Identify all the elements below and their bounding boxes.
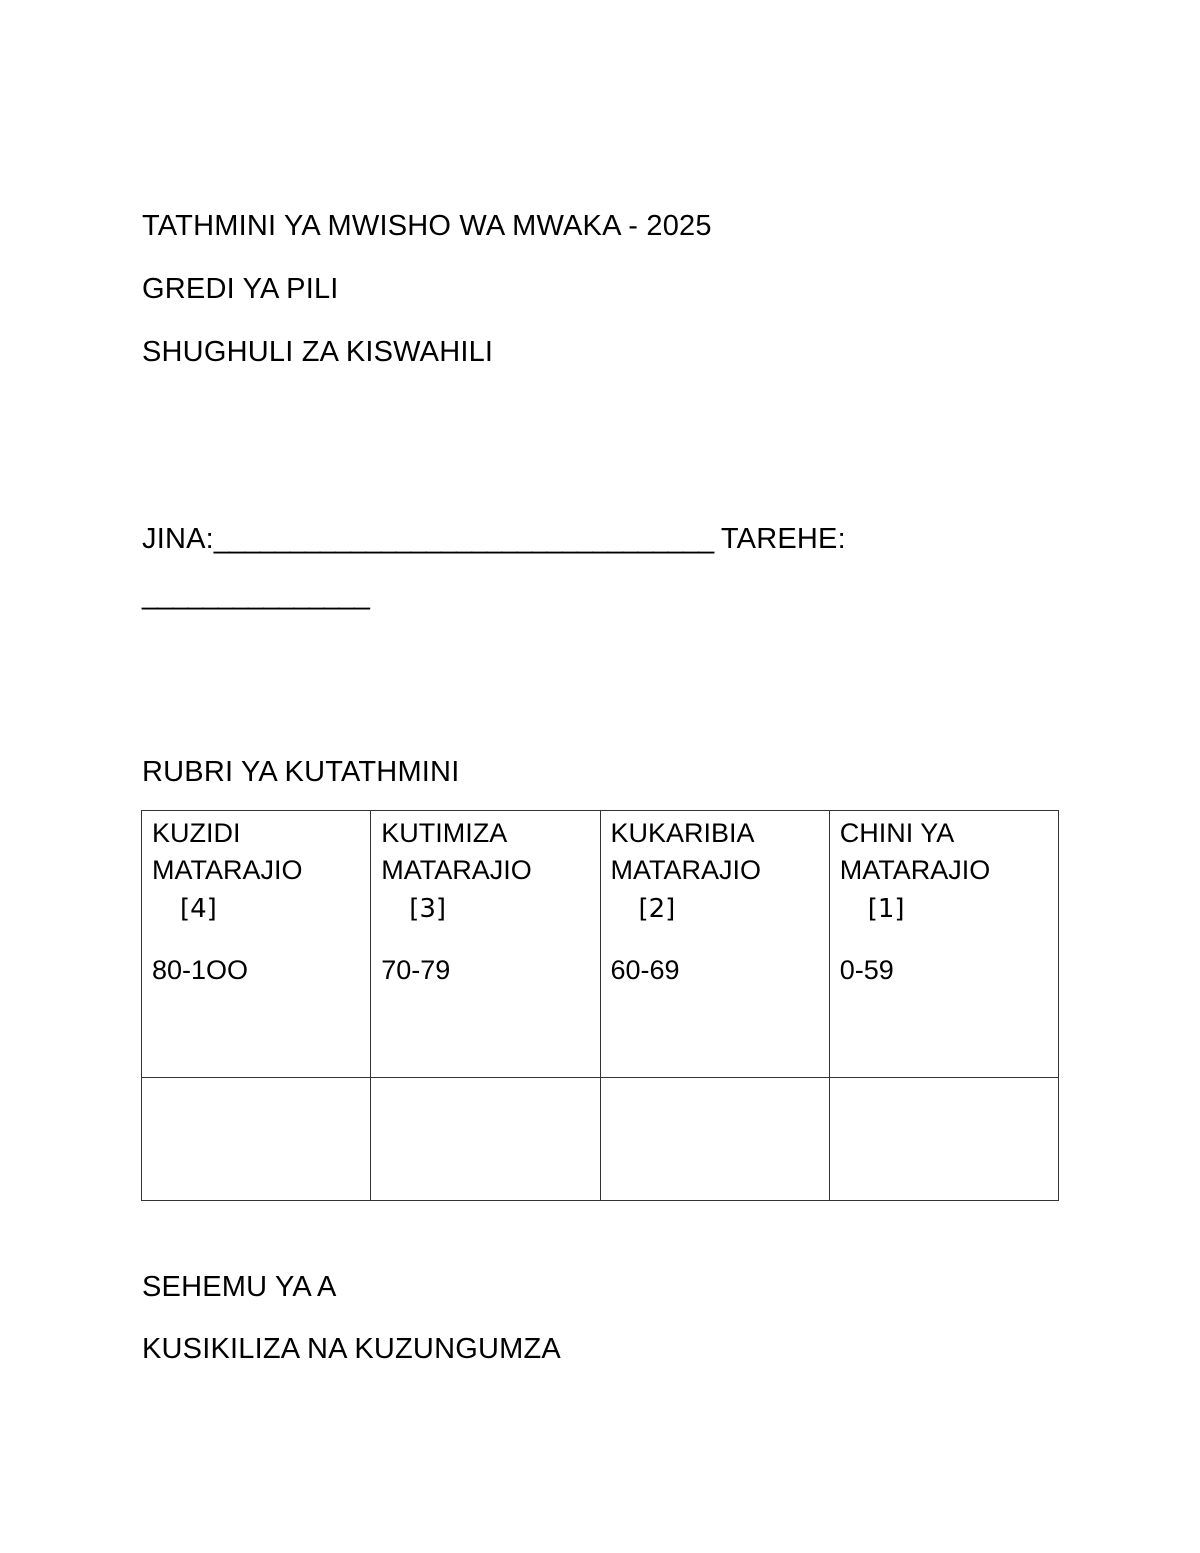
rubric-cell-label: CHINI YA xyxy=(839,818,955,848)
rubric-row-levels xyxy=(142,811,1059,1078)
rubric-cell-meeting xyxy=(371,811,600,1078)
rubric-cell-label: MATARAJIO xyxy=(152,855,303,885)
rubric-score-cell[interactable] xyxy=(829,1078,1058,1201)
rubric-score-cell[interactable] xyxy=(600,1078,829,1201)
rubric-cell-level: [1] xyxy=(867,894,905,924)
rubric-cell-approaching xyxy=(600,811,829,1078)
rubric-cell-range: 0-59 xyxy=(839,955,894,985)
rubric-cell-label: KUTIMIZA xyxy=(381,818,508,848)
rubric-cell-level: [2] xyxy=(638,894,676,924)
rubric-cell-level: [3] xyxy=(409,894,447,924)
rubric-cell-exceeding xyxy=(142,811,371,1078)
student-info-line xyxy=(142,522,846,556)
section-title: SEHEMU YA A xyxy=(142,1271,337,1303)
section-subtitle: KUSIKILIZA NA KUZUNGUMZA xyxy=(142,1333,561,1365)
rubric-cell-label: MATARAJIO xyxy=(839,855,991,885)
document-title: TATHMINI YA MWISHO WA MWAKA - 2025 xyxy=(142,210,712,242)
rubric-score-cell[interactable] xyxy=(371,1078,600,1201)
name-label: JINA: xyxy=(142,523,214,555)
rubric-cell-label: MATARAJIO xyxy=(610,855,762,885)
rubric-cell-label: KUZIDI xyxy=(152,818,241,848)
date-blank: _______________ xyxy=(142,579,369,611)
rubric-cell-range: 80-1OO xyxy=(152,955,249,985)
rubric-cell-range: 70-79 xyxy=(381,955,451,985)
name-blank: _________________________________ xyxy=(213,523,714,555)
rubric-cell-label: MATARAJIO xyxy=(381,855,532,885)
rubric-score-cell[interactable] xyxy=(142,1078,371,1201)
rubric-cell-range: 60-69 xyxy=(610,955,680,985)
rubric-cell-below xyxy=(829,811,1058,1078)
rubric-cell-label: KUKARIBIA xyxy=(610,818,755,848)
rubric-row-scores xyxy=(142,1078,1059,1201)
subject-heading: SHUGHULI ZA KISWAHILI xyxy=(142,336,494,368)
grade-heading: GREDI YA PILI xyxy=(142,273,339,305)
rubric-table xyxy=(141,810,1059,1201)
rubric-cell-level: [4] xyxy=(180,894,217,924)
date-label: TAREHE: xyxy=(713,523,846,555)
rubric-title: RUBRI YA KUTATHMINI xyxy=(142,756,460,788)
